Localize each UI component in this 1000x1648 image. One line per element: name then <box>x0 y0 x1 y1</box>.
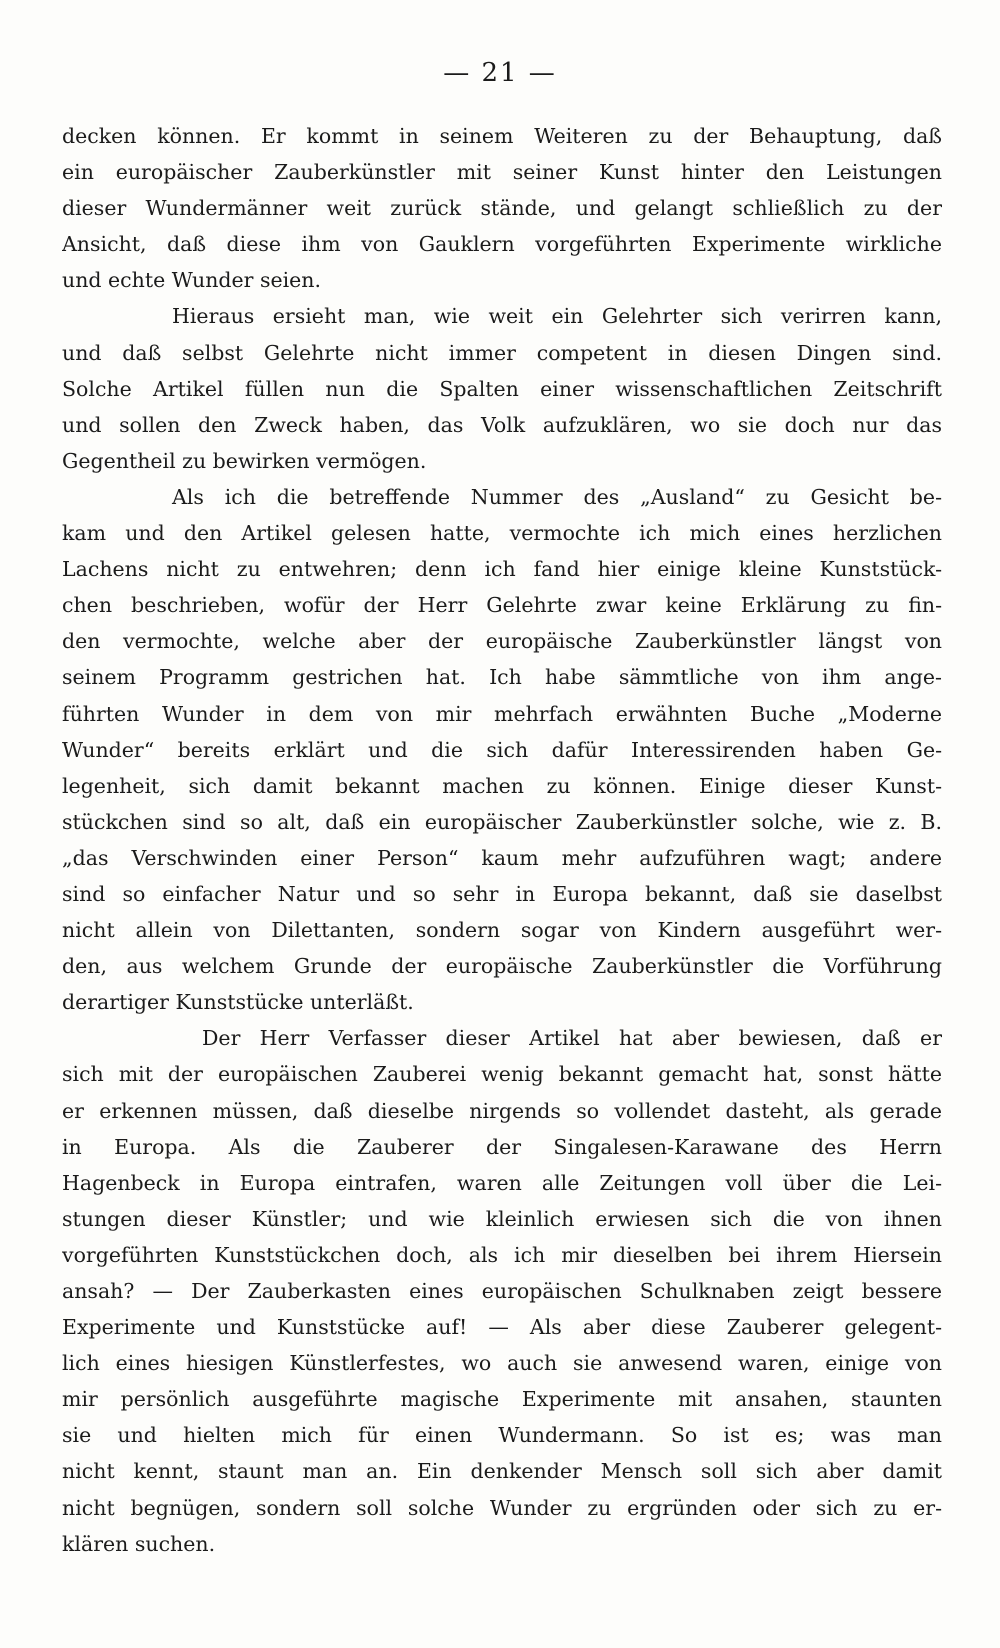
text-line: sind so einfacher Natur und so sehr in Europa bekannt, daß sie daselbst <box>62 881 942 906</box>
text-line: und daß selbst Gelehrte nicht immer competent in diesen Dingen sind. <box>62 340 942 365</box>
text-line: vorgeführten Kunststückchen doch, als ich mir dieselben bei ihrem Hiersein <box>62 1242 942 1267</box>
text-line: mir persönlich ausgeführte magische Experimente mit ansahen, staunten <box>62 1387 942 1412</box>
text-line: Der Herr Verfasser dieser Artikel hat aber bewiesen, daß er <box>202 1026 942 1051</box>
text-line: kam und den Artikel gelesen hatte, vermochte ich mich eines herzlichen <box>62 521 942 546</box>
page-number: — 21 — <box>443 58 557 88</box>
text-line: sich mit der europäischen Zauberei wenig bekannt gemacht hat, sonst hätte <box>62 1062 942 1087</box>
text-line: Hieraus ersieht man, wie weit ein Gelehrter sich verirren kann, <box>172 304 942 329</box>
text-line: Wunder“ bereits erklärt und die sich dafür Interessirenden haben Ge- <box>62 737 942 762</box>
text-line: ein europäischer Zauberkünstler mit seiner Kunst hinter den Leistungen <box>62 160 942 185</box>
text-line: führten Wunder in dem von mir mehrfach erwähnten Buche „Moderne <box>62 701 942 726</box>
text-line: und echte Wunder seien. <box>62 268 322 293</box>
text-line: stungen dieser Künstler; und wie kleinlich erwiesen sich die von ihnen <box>62 1206 942 1231</box>
text-line: nicht kennt, staunt man an. Ein denkender Mensch soll sich aber damit <box>62 1459 942 1484</box>
text-line: er erkennen müssen, daß dieselbe nirgends so vollendet dasteht, als gerade <box>62 1098 942 1123</box>
body-text <box>62 118 942 1562</box>
text-line: dieser Wundermänner weit zurück stände, und gelangt schließlich zu der <box>62 196 942 221</box>
text-line: den vermochte, welche aber der europäische Zauberkünstler längst von <box>62 629 942 654</box>
text-line: „das Verschwinden einer Person“ kaum mehr aufzuführen wagt; andere <box>62 845 942 870</box>
text-line: und sollen den Zweck haben, das Volk aufzuklären, wo sie doch nur das <box>62 412 942 437</box>
text-line: sie und hielten mich für einen Wundermann. So ist es; was man <box>62 1423 942 1448</box>
text-line: den, aus welchem Grunde der europäische Zauberkünstler die Vorführung <box>62 954 942 979</box>
text-line: Hagenbeck in Europa eintrafen, waren alle Zeitungen voll über die Lei- <box>62 1170 942 1195</box>
text-line: in Europa. Als die Zauberer der Singalesen-Karawane des Herrn <box>62 1134 942 1159</box>
text-line: Gegentheil zu bewirken vermögen. <box>62 448 427 473</box>
text-line: decken können. Er kommt in seinem Weiteren zu der Behauptung, daß <box>62 124 942 148</box>
text-line: chen beschrieben, wofür der Herr Gelehrte zwar keine Erklärung zu fin- <box>62 593 942 618</box>
text-line: ansah? — Der Zauberkasten eines europäischen Schulknaben zeigt bessere <box>62 1279 942 1303</box>
text-line: nicht begnügen, sondern soll solche Wunder zu ergründen oder sich zu er- <box>62 1495 942 1520</box>
text-line: legenheit, sich damit bekannt machen zu können. Einige dieser Kunst- <box>62 773 942 798</box>
text-line: klären suchen. <box>62 1531 216 1556</box>
text-line: Lachens nicht zu entwehren; denn ich fand hier einige kleine Kunststück- <box>62 557 942 582</box>
text-line: seinem Programm gestrichen hat. Ich habe sämmtliche von ihm ange- <box>62 665 942 690</box>
text-line: stückchen sind so alt, daß ein europäischer Zauberkünstler solche, wie z. B. <box>62 809 942 834</box>
text-line: Ansicht, daß diese ihm von Gauklern vorgeführten Experimente wirkliche <box>62 232 942 257</box>
text-line: lich eines hiesigen Künstlerfestes, wo auch sie anwesend waren, einige von <box>62 1351 942 1376</box>
text-line: Als ich die betreffende Nummer des „Ausland“ zu Gesicht be- <box>172 484 942 509</box>
text-line: Experimente und Kunststücke auf! — Als aber diese Zauberer gelegent- <box>62 1315 942 1340</box>
text-line: Solche Artikel füllen nun die Spalten einer wissenschaftlichen Zeitschrift <box>62 376 942 401</box>
text-line: derartiger Kunststücke unterläßt. <box>62 990 414 1015</box>
text-line: nicht allein von Dilettanten, sondern sogar von Kindern ausgeführt wer- <box>62 918 942 943</box>
